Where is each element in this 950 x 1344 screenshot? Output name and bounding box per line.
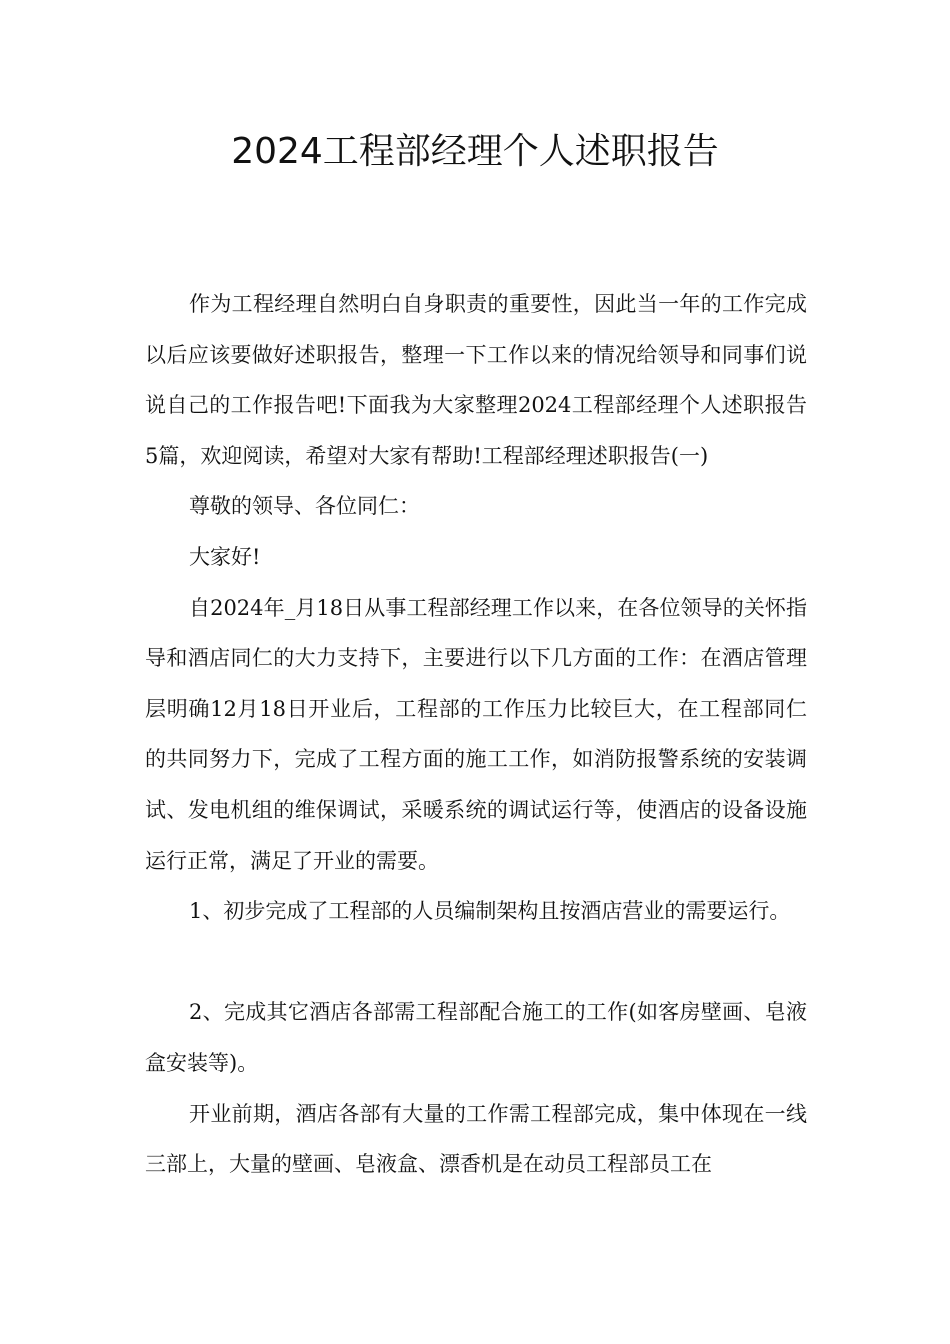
salutation: 尊敬的领导、各位同仁：	[189, 494, 420, 519]
blank-line	[145, 937, 807, 988]
list-item-2: 2、完成其它酒店各部需工程部配合施工的工作(如客房壁画、皂液盒安装等)。	[145, 1000, 807, 1075]
pre-opening-paragraph: 开业前期，酒店各部有大量的工作需工程部完成，集中体现在一线三部上，大量的壁画、皂液盒、漂香机是在动员工程部员工在	[145, 1101, 807, 1177]
work-summary-paragraph: 自2024年_月18日从事工程部经理工作以来，在各位领导的关怀指导和酒店同仁的大力支持下，主要进行以下几方面的工作：在酒店管理层明确12月18日开业后，工程部的工作压力比较巨大，在工程部同仁的共同努力下，完成了工程方面的施工工作，如消防报警系统的安装调试、发电机组的维保调试，采暖系统的调试运行等，使酒店的设备设施运行正常，满足了开业的需要。	[145, 595, 807, 873]
intro-paragraph: 作为工程经理自然明白自身职责的重要性，因此当一年的工作完成以后应该要做好述职报告，整理一下工作以来的情况给领导和同事们说说自己的工作报告吧!下面我为大家整理2024工程部经理个人述职报告5篇，欢迎阅读，希望对大家有帮助!工程部经理述职报告(一)	[145, 292, 807, 468]
document-body	[145, 279, 807, 1190]
list-item-1: 1、初步完成了工程部的人员编制架构且按酒店营业的需要运行。	[189, 899, 791, 924]
greeting: 大家好!	[189, 544, 261, 569]
document-title: 2024工程部经理个人述职报告	[231, 131, 719, 172]
